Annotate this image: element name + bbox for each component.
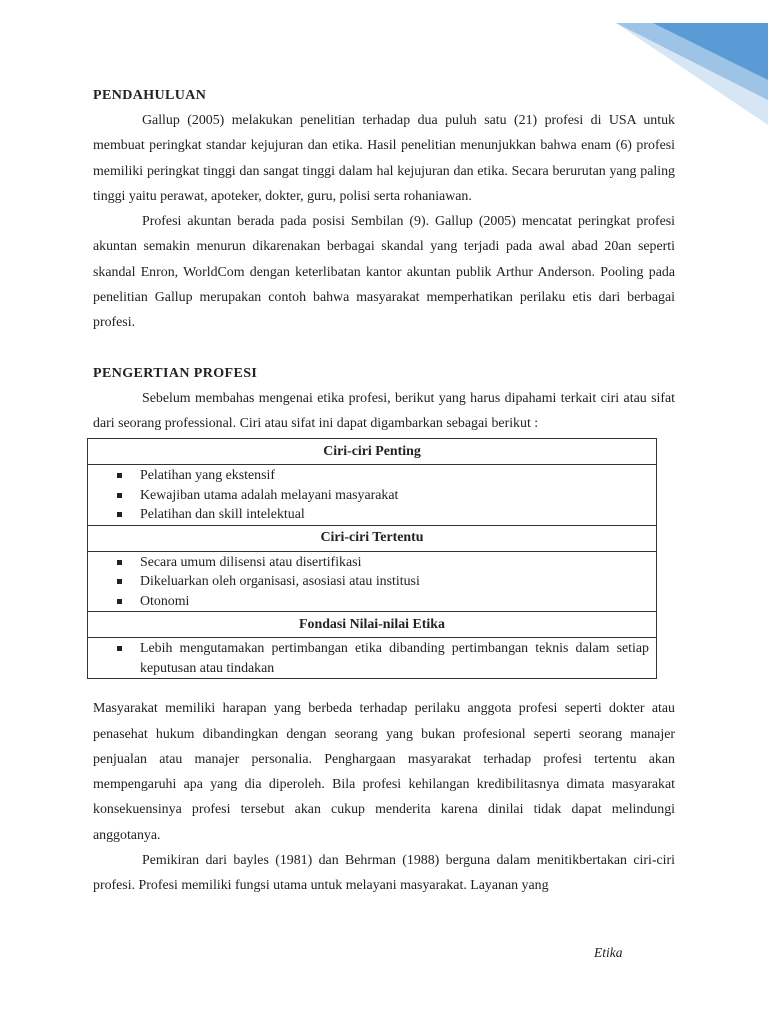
list-item — [88, 639, 656, 678]
square-bullet-icon — [117, 599, 122, 604]
characteristics-table — [87, 438, 657, 679]
square-bullet-icon — [117, 473, 122, 478]
paragraph-masyarakat: Masyarakat memiliki harapan yang berbeda terhadap perilaku anggota profesi seperti dokter atau penasehat hukum dibandingkan dengan seorang yang bukan profesional seperti seorang manajer penjualan atau manajer personalia. Penghargaan masyarakat terhadap profesi tertentu akan mempengaruhi apa yang dia diperoleh. Bila profesi kehilangan kredibilitasnya dimata masyarakat konsekuensinya profesi tersebut akan cukup menderita karena dinilai tidak dapat melindungi anggotanya. — [93, 701, 675, 843]
bullet-list — [88, 552, 656, 612]
heading-pendahuluan: PENDAHULUAN — [93, 88, 207, 103]
list-item-text: Dikeluarkan oleh organisasi, asosiasi atau institusi — [140, 574, 420, 590]
table-items-row — [88, 465, 657, 526]
heading-pengertian-profesi: PENGERTIAN PROFESI — [93, 365, 258, 381]
list-item-text: Pelatihan yang ekstensif — [140, 468, 276, 484]
table-items-cell — [88, 551, 657, 612]
table-group-header: Fondasi Nilai-nilai Etika — [88, 612, 657, 638]
paragraph-pemikiran: Pemikiran dari bayles (1981) dan Behrman (1988) berguna dalam menitikbertakan ciri-ciri profesi. Profesi memiliki fungsi utama untuk melayani masyarakat. Layanan yang — [93, 853, 675, 894]
list-item — [88, 572, 656, 592]
square-bullet-icon — [117, 512, 122, 517]
table-items-row — [88, 638, 657, 679]
list-item — [88, 592, 656, 612]
list-item-text: Kewajiban utama adalah melayani masyarakat — [140, 487, 399, 503]
square-bullet-icon — [117, 493, 122, 498]
footer-label: Etika — [594, 945, 623, 960]
paragraph-akuntan: Profesi akuntan berada pada posisi Sembilan (9). Gallup (2005) mencatat peringkat profesi akuntan semakin menurun dikarenakan berbagai skandal yang terjadi pada awal abad 20an seperti skandal Enron, WorldCom dengan keterlibatan kantor akuntan publik Arthur Anderson. Pooling pada penelitian Gallup merupakan contoh bahwa masyarakat memperhatikan perilaku etis dari berbagai profesi. — [93, 214, 675, 331]
list-item — [88, 505, 656, 525]
table-items-cell — [88, 638, 657, 679]
list-item-text: Lebih mengutamakan pertimbangan etika dibanding pertimbangan teknis dalam setiap keputusan atau tindakan — [140, 641, 649, 676]
bullet-list — [88, 465, 656, 525]
table-group-header: Ciri-ciri Tertentu — [88, 525, 657, 551]
list-item — [88, 486, 656, 506]
list-item-text: Secara umum dilisensi atau disertifikasi — [140, 554, 362, 570]
document-body — [93, 84, 675, 899]
square-bullet-icon — [117, 560, 122, 565]
list-item-text: Otonomi — [140, 593, 190, 609]
list-item — [88, 553, 656, 573]
table-header-row — [88, 612, 657, 638]
table-header-row — [88, 525, 657, 551]
square-bullet-icon — [117, 579, 122, 584]
square-bullet-icon — [117, 646, 122, 651]
table-group-header: Ciri-ciri Penting — [88, 439, 657, 465]
paragraph-gallup: Gallup (2005) melakukan penelitian terhadap dua puluh satu (21) profesi di USA untuk membuat peringkat standar kejujuran dan etika. Hasil penelitian menunjukkan bahwa enam (6) profesi memiliki peringkat tinggi dan sangat tinggi dalam hal kejujuran dan etika. Secara berurutan yang paling tinggi yaitu perawat, apoteker, dokter, guru, polisi serta rohaniawan. — [93, 113, 675, 204]
list-item — [88, 466, 656, 486]
table-items-row — [88, 551, 657, 612]
table-items-cell — [88, 465, 657, 526]
bullet-list — [88, 638, 656, 678]
table-header-row — [88, 439, 657, 465]
list-item-text: Pelatihan dan skill intelektual — [140, 507, 305, 523]
paragraph-intro-profesi: Sebelum membahas mengenai etika profesi, berikut yang harus dipahami terkait ciri atau sifat dari seorang professional. Ciri atau sifat ini dapat digambarkan sebagai berikut : — [93, 390, 675, 431]
